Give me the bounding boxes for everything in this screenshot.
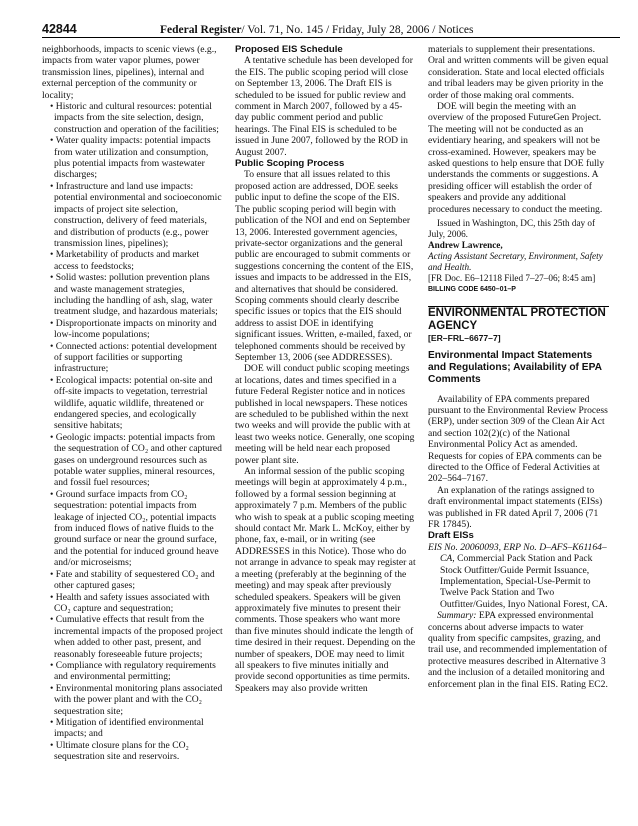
billing-code: BILLING CODE 6450–01–P [428, 284, 609, 306]
bullet-item: • Disproportionate impacts on minority and low-income populations; [42, 318, 223, 341]
section-heading: Draft EISs [428, 530, 474, 542]
column-2 [235, 44, 416, 763]
bullet-item: • Health and safety issues associated with CO₂ capture and sequestration; [42, 592, 223, 615]
paragraph: materials to supplement their presentations. Oral and written comments will be given equal consideration. State and local elected officials and tribal leaders may be given priority in the order of those making oral comments. [428, 44, 609, 101]
paragraph: DOE will begin the meeting with an overview of the proposed FutureGen Project. The meeting will not be conducted as an evidentiary hearing, and speakers will not be cross-examined. However, speakers may be asked questions to help ensure that DOE fully understands the comments or suggestions. A presiding officer will establish the order of speakers and provide any additional procedures necessary to conduct the meeting. [428, 101, 605, 215]
issued-line: Issued in Washington, DC, this 25th day of July, 2006. [428, 218, 596, 240]
issue-info: / Vol. 71, No. 145 / Friday, July 28, 2006 / Notices [241, 24, 474, 36]
paragraph: DOE will conduct public scoping meetings at locations, dates and times specified in a future Federal Register notice and in notices published in local newspapers. These notices are scheduled to be published within the next two weeks and will provide the public with at least two weeks notice. Generally, one scoping meeting will be held near each proposed power plant site. [235, 363, 415, 466]
eis-summary [428, 610, 609, 690]
running-head [160, 24, 473, 36]
section-heading: Proposed EIS Schedule [235, 44, 343, 55]
bullet-item: • Marketability of products and market access to feedstocks; [42, 249, 223, 272]
bullet-item: • Ecological impacts: potential on-site and off-site impacts to vegetation, terrestrial wildlife, aquatic wildlife, threatened or endangered species, and ecologically sensitive habitats; [42, 375, 223, 432]
page-number: 42844 [42, 22, 77, 36]
bullet-item: • Environmental monitoring plans associated with the power plant and with the CO₂ sequestration site; [42, 683, 223, 717]
paragraph: An explanation of the ratings assigned to draft environmental impact statements (EISs) was published in FR dated April 7, 2006 (71 FR 17845). [428, 484, 603, 530]
eis-identifier: EIS No. 20060093, ERP No. D–AFS–K61164–CA, [428, 541, 607, 565]
bullet-item: • Solid wastes: pollution prevention plans and waste management strategies, including the handling of ash, slag, water treatment sludge, and hazardous materials; [42, 272, 223, 318]
column-3 [428, 44, 609, 763]
bullet-item: • Water quality impacts: potential impacts from water utilization and consumption, plus potential impacts from wastewater discharges; [42, 135, 223, 181]
eis-entry [428, 542, 609, 610]
bullet-item: • Mitigation of identified environmental impacts; and [42, 717, 223, 740]
signer-name: Andrew Lawrence, [428, 240, 503, 251]
bullet-item: • Ultimate closure plans for the CO₂ sequestration site and reservoirs. [42, 740, 223, 763]
fr-doc-line: [FR Doc. E6–12118 Filed 7–27–06; 8:45 am] [428, 273, 596, 284]
summary-label: Summary: [437, 610, 477, 622]
bullet-item: • Cumulative effects that result from the incremental impacts of the proposed project when added to other past, present, and reasonably foreseeable future projects; [42, 614, 223, 660]
section-heading: Public Scoping Process [235, 158, 345, 170]
bullet-item: • Connected actions: potential development of support facilities or supporting infrastructure; [42, 341, 223, 375]
agency-name: ENVIRONMENTAL PROTECTION AGENCY [428, 306, 606, 332]
bullet-item: • Infrastructure and land use impacts: potential environmental and socioeconomic impacts of project site selection, construction, delivery of feed materials, and distribution of products (e.g., power transmission lines, pipelines); [42, 181, 223, 249]
notice-title: Environmental Impact Statements and Regulations; Availability of EPA Comments [428, 349, 602, 385]
paragraph: To ensure that all issues related to this proposed action are addressed, DOE seeks public input to define the scope of the EIS. The public scoping period will begin with publication of the NOI and end on September 13, 2006. Interested government agencies, private-sector organizations and the general public are encouraged to submit comments or suggestions concerning the content of the EIS, issues and impacts to be addressed in the EIS, and alternatives that should be considered. Scoping comments should clearly describe specific issues or topics that the EIS should address to assist DOE in identifying significant issues. Written, e-mailed, faxed, or telephoned comments should be received by September 13, 2006 (see ADDRESSES). [235, 169, 414, 363]
paragraph: Availability of EPA comments prepared pursuant to the Environmental Review Process (ERP), under section 309 of the Clean Air Act and section 102(2)(c) of the National Environmental Policy Act as amended. Requests for copies of EPA comments can be directed to the Office of Federal Activities at 202–564–7167. [428, 393, 608, 485]
bullet-item: • Fate and stability of sequestered CO₂ and other captured gases; [42, 569, 223, 592]
signer-title: Acting Assistant Secretary, Environment, Safety and Health. [428, 251, 603, 273]
eis-description: Commercial Pack Station and Pack Stock Outfitter/Guide Permit Issuance, Implementation, Special-Use-Permit to Twelve Pack Station and Two Outfitter/Guides, Inyo National Forest, CA. [440, 553, 608, 610]
paragraph: A tentative schedule has been developed for the EIS. The public scoping period will close on September 13, 2006. The Draft EIS is scheduled to be issued for public review and comment in March 2007, followed by a 45-day public comment period and public hearings. The Final EIS is scheduled to be issued in June 2007, followed by the ROD in August 2007. [235, 55, 413, 158]
column-1 [42, 44, 223, 763]
paragraph: An informal session of the public scoping meetings will begin at approximately 4 p.m., followed by a formal session beginning at approximately 7 p.m. Members of the public who wish to speak at a public scoping meeting should contact Mr. Mark L. McKoy, either by phone, fax, e-mail, or in writing (see ADDRESSES in this Notice). Those who do not arrange in advance to speak may register at a meeting (preferably at the beginning of the meeting) and may speak after previously scheduled speakers. Speakers will be given approximately five minutes to present their comments. Those speakers who want more than five minutes should indicate the length of time desired in their request. Depending on the number of speakers, DOE may need to limit all speakers to five minutes initially and provide second opportunities as time permits. Speakers may also provide written [235, 466, 416, 694]
bullet-item: • Ground surface impacts from CO₂ sequestration: potential impacts from leakage of injected CO₂, potential impacts from induced flows of native fluids to the ground surface or near the ground surface, and the potential for induced ground heave and/or microseisms; [42, 489, 223, 569]
summary-text: EPA expressed environmental concerns about adverse impacts to water quality from specific campsites, grazing, and trail use, and recommended implementation of protective measures described in Alternative 3 and the inclusion of a detailed monitoring and enforcement plan in the final EIS. Rating EC2. [428, 610, 608, 690]
bullet-item: • Compliance with regulatory requirements and environmental permitting; [42, 660, 223, 683]
bullet-item: • Geologic impacts: potential impacts from the sequestration of CO₂ and other captured gases on underground resources such as potable water supplies, mineral resources, and fossil fuel resources; [42, 432, 223, 489]
page-header [42, 0, 620, 38]
columns [42, 44, 620, 763]
docket-number: [ER–FRL–6677–7] [428, 332, 501, 343]
publication-name: Federal Register [160, 24, 242, 36]
paragraph: neighborhoods, impacts to scenic views (e.g., impacts from water vapor plumes, power transmission lines, pipelines), internal and external perception of the community or locality; [42, 44, 217, 101]
bullet-item: • Historic and cultural resources: potential impacts from the site selection, design, construction and operation of the facilities; [42, 101, 223, 135]
